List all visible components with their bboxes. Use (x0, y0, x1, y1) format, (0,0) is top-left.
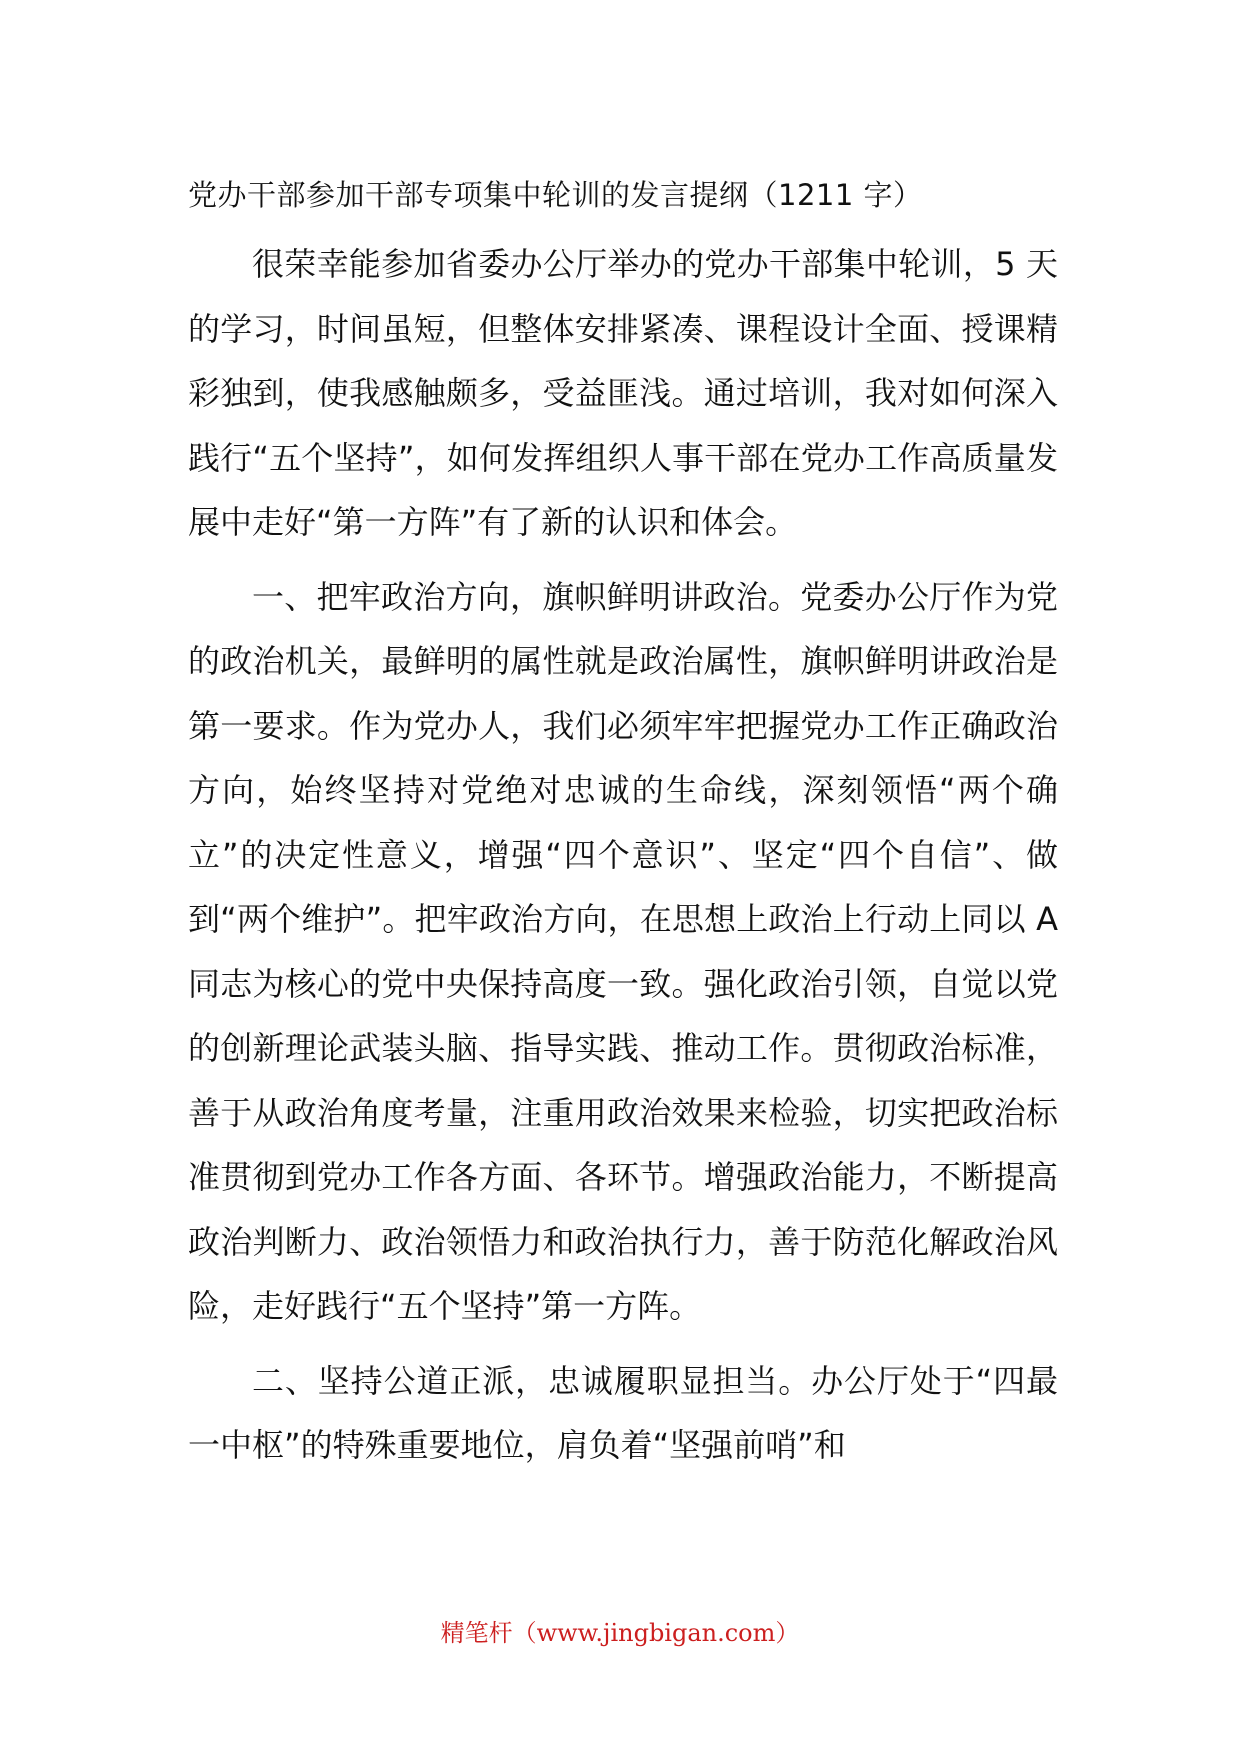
document-title: 党办干部参加干部专项集中轮训的发言提纲（1211 字） (188, 178, 923, 212)
paragraph-section-two: 二、坚持公道正派，忠诚履职显担当。办公厅处于“四最一中枢”的特殊重要地位，肩负着“坚强前哨”和 (188, 1361, 1058, 1464)
document-body (188, 170, 1058, 1488)
footer-watermark: 精笔杆（www.jingbigan.com） (440, 1619, 800, 1647)
paragraph-section-one: 一、把牢政治方向，旗帜鲜明讲政治。党委办公厅作为党的政治机关，最鲜明的属性就是政治属性，旗帜鲜明讲政治是第一要求。作为党办人，我们必须牢牢把握党办工作正确政治方向，始终坚持对党绝对忠诚的生命线，深刻领悟“两个确立”的决定性意义，增强“四个意识”、坚定“四个自信”、做到“两个维护”。把牢政治方向，在思想上政治上行动上同以 A 同志为核心的党中央保持高度一致。强化政治引领，自觉以党的创新理论武装头脑、指导实践、推动工作。贯彻政治标准，善于从政治角度考量，注重用政治效果来检验，切实把政治标准贯彻到党办工作各方面、各环节。增强政治能力，不断提高政治判断力、政治领悟力和政治执行力，善于防范化解政治风险，走好践行“五个坚持”第一方阵。 (188, 577, 1058, 1325)
paragraph-intro: 很荣幸能参加省委办公厅举办的党办干部集中轮训，5 天的学习，时间虽短，但整体安排紧凑、课程设计全面、授课精彩独到，使我感触颇多，受益匪浅。通过培训，我对如何深入践行“五个坚持”，如何发挥组织人事干部在党办工作高质量发展中走好“第一方阵”有了新的认识和体会。 (188, 245, 1058, 541)
